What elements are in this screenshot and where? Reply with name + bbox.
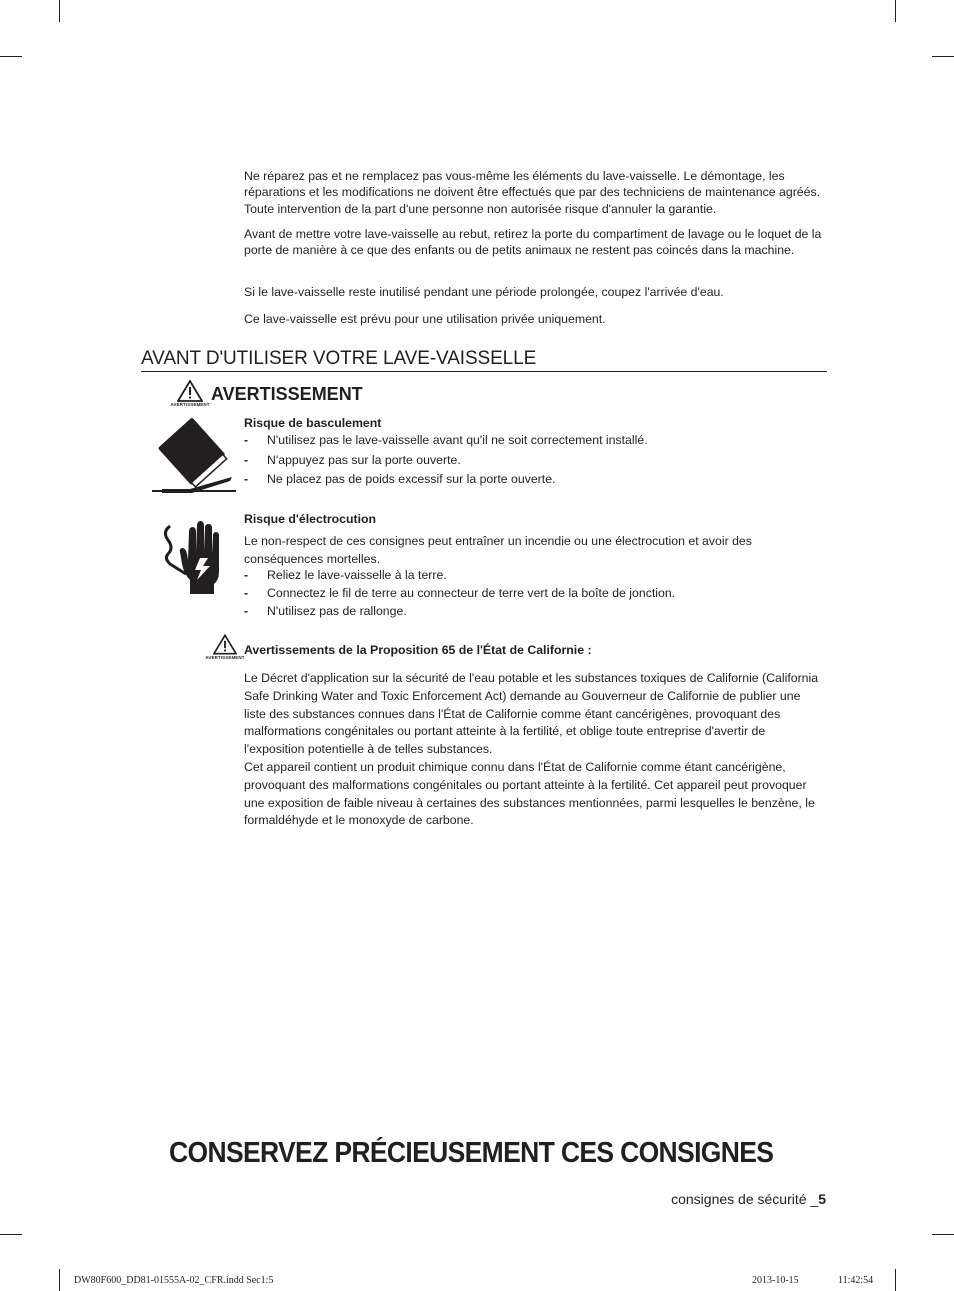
crop-mark [59,0,60,22]
footer-section-label: consignes de sécurité _ [671,1191,819,1207]
tip-over-list [244,433,824,492]
intro-paragraph: Ne réparez pas et ne remplacez pas vous-même les éléments du lave-vaisselle. Le démontage, les réparations et les modifications ne doivent être effectués que par des techniciens de maintenance agréés. Toute intervention de la part d'une personne non autorisée risque d'annuler la garantie. [244,169,821,216]
warning-badge-label: AVERTISSEMENT [205,655,245,660]
electric-intro: Le non-respect de ces consignes peut entraîner un incendie ou une électrocution et avoir des conséquences mortelles. [244,534,752,566]
tip-over-title: Risque de basculement [244,416,382,430]
tip-over-hazard-icon [150,415,240,495]
list-item-text: Ne placez pas de poids excessif sur la porte ouverte. [267,472,556,486]
prop65-title: Avertissements de la Proposition 65 de l'État de Californie : [244,643,592,657]
bullet-dash: - [244,433,249,447]
list-item-text: N'appuyez pas sur la porte ouverte. [267,452,461,467]
keep-instructions-title: CONSERVEZ PRÉCIEUSEMENT CES CONSIGNES [169,1137,774,1169]
list-item [244,604,824,622]
page-footer [671,1191,826,1207]
bullet-dash: - [244,472,249,486]
intro-paragraph: Ce lave-vaisselle est prévu pour une utilisation privée uniquement. [244,312,606,326]
prop65-paragraph: Le Décret d'application sur la sécurité de l'eau potable et les substances toxiques de Californie (California Safe Drinking Water and Toxic Enforcement Act) demande au Gouverneur de Californie de publier une liste des substances connues dans l'État de Californie comme étant cancérigènes, provoquant des malformations congénitales ou portant atteinte à la fertilité, et oblige toute entreprise d'avertir de l'exposition potentielle à de telles substances. [244,671,819,757]
warning-triangle-icon [213,634,237,655]
page-number: 5 [818,1191,826,1207]
crop-mark [0,1234,22,1235]
warning-heading: AVERTISSEMENT [211,384,363,404]
crop-mark [0,56,22,57]
bullet-dash: - [244,586,249,600]
list-item-text: N'utilisez pas de rallonge. [267,604,407,618]
section-title: AVANT D'UTILISER VOTRE LAVE-VAISSELLE [141,347,827,372]
list-item [244,586,824,604]
crop-mark [895,0,896,22]
slug-file: DW80F600_DD81-01555A-02_CFR.indd Sec1:5 [74,1275,274,1286]
list-item [244,472,824,492]
warning-triangle-icon [177,380,203,402]
electric-shock-hand-icon [160,518,228,596]
intro-paragraph: Avant de mettre votre lave-vaisselle au rebut, retirez la porte du compartiment de lavage ou le loquet de la porte de manière à ce que des enfants ou de petits animaux ne restent pas coincés dans la machine. [244,227,822,258]
bullet-dash: - [244,452,249,467]
bullet-dash: - [244,568,249,582]
list-item [244,453,824,473]
crop-mark [895,1269,896,1291]
crop-mark [932,1234,954,1235]
crop-mark [932,56,954,57]
slug-time: 11:42:54 [838,1275,874,1286]
list-item [244,433,824,453]
prop65-paragraph: Cet appareil contient un produit chimique connu dans l'État de Californie comme étant cancérigène, provoquant des malformations congénitales ou portant atteinte à la fertilité. Cet appareil peut provoquer une exposition de faible niveau à certaines des substances mentionnées, parmi lesquelles le benzène, le formaldéhyde et le monoxyde de carbone. [244,760,815,828]
list-item [244,568,824,586]
crop-mark [59,1269,60,1291]
warning-badge-label: AVERTISSEMENT [170,402,210,407]
bullet-dash: - [244,604,249,618]
electric-title: Risque d'électrocution [244,512,377,526]
prop65-warning-badge [200,634,250,661]
electric-list [244,568,824,622]
list-item-text: Connectez le fil de terre au connecteur de terre vert de la boîte de jonction. [267,586,676,600]
list-item-text: Reliez le lave-vaisselle à la terre. [267,568,447,582]
slug-date: 2013-10-15 [752,1275,799,1286]
intro-paragraph: Si le lave-vaisselle reste inutilisé pendant une période prolongée, coupez l'arrivée d'eau. [244,285,724,299]
warning-badge [166,380,214,408]
list-item-text: N'utilisez pas le lave-vaisselle avant qu'il ne soit correctement installé. [267,433,648,447]
